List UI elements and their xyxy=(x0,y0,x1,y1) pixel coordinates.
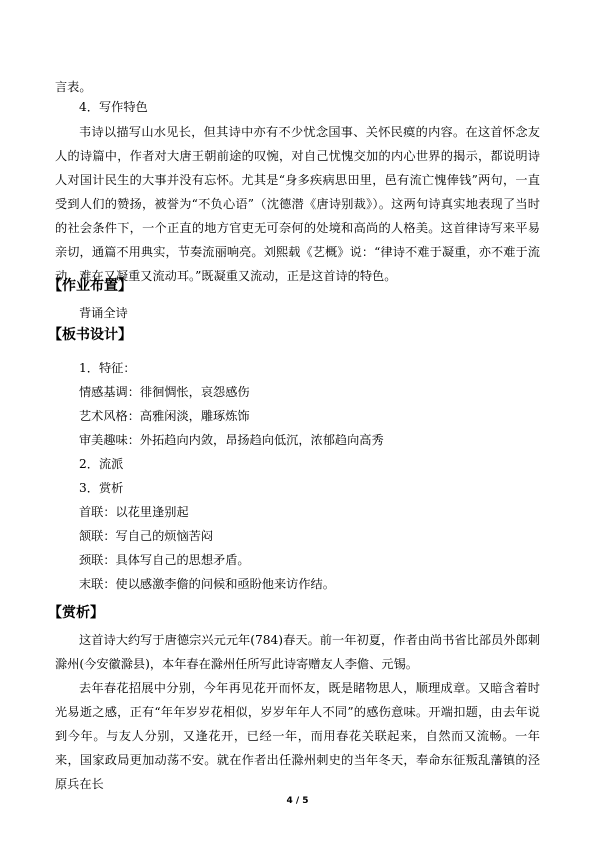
board-line: 末联：使以感激李儋的问候和亟盼他来访作结。 xyxy=(79,577,335,591)
appreciation-header: 【赏析】 xyxy=(48,605,104,621)
section4-title: 4．写作特色 xyxy=(79,100,148,114)
homework-content: 背诵全诗 xyxy=(79,306,128,320)
appreciation-paragraph-2: 去年春花招展中分别，今年再见花开而怀友，既是睹物思人，顺理成章。又暗含着时光易逝之感，正有“年年岁岁花相似，岁岁年年人不同”的感伤意味。开端扣题，由去年说到今年。与友人分别，又逢花开，已经一年，而用春花关联起来，自然而又流畅。一年来，国家政局更加动荡不安。就在作者出任滁州刺史的当年冬天，奉命东征叛乱藩镇的泾原兵在长 xyxy=(55,681,540,791)
board-line: 1．特征： xyxy=(79,361,136,375)
board-line: 3．赏析 xyxy=(79,481,124,495)
board-line: 2．流派 xyxy=(79,457,124,471)
board-line: 情感基调：徘徊惆怅，哀怨感伤 xyxy=(79,385,250,399)
board-line: 审美趣味：外拓趋向内敛，昂扬趋向低沉，浓郁趋向高秀 xyxy=(79,433,384,447)
page-number: 4 / 5 xyxy=(286,796,309,806)
board-line: 艺术风格：高雅闲淡，雕琢炼饰 xyxy=(79,409,250,423)
board-line: 颈联：具体写自己的思想矛盾。 xyxy=(79,553,250,567)
appreciation-paragraph-1: 这首诗大约写于唐德宗兴元元年(784)春天。前一年初夏，作者由尚书省比部员外郎刺滁州(今安徽滁县)，本年春在滁州任所写此诗寄赠友人李儋、元锡。 xyxy=(55,633,540,671)
board-line: 颔联：写自己的烦恼苦闷 xyxy=(79,529,214,543)
board-design-header: 【板书设计】 xyxy=(48,327,132,343)
homework-header: 【作业布置】 xyxy=(48,278,132,294)
intro-tail-text: 言表。 xyxy=(55,80,92,94)
section4-paragraph: 韦诗以描写山水见长，但其诗中亦有不少忧念国事、关怀民瘼的内容。在这首怀念友人的诗篇中，作者对大唐王朝前途的叹惋，对自己忧愧交加的内心世界的揭示，都说明诗人对国计民生的大事并没有忘怀。尤其是“身多疾病思田里，邑有流亡愧俸钱”两句，一直受到人们的赞扬，被誉为“不负心语”（沈德潜《唐诗别裁》）。这两句诗真实地表现了当时的社会条件下，一个正直的地方官吏无可奈何的处境和高尚的人格美。这首律诗写来平易亲切，通篇不用典实，节奏流丽响亮。刘熙载《艺概》说：“律诗不难于凝重，亦不难于流动，难在又凝重又流动耳。”既凝重又流动，正是这首诗的特色。 xyxy=(55,125,540,283)
board-line: 首联：以花里逢别起 xyxy=(79,505,189,519)
